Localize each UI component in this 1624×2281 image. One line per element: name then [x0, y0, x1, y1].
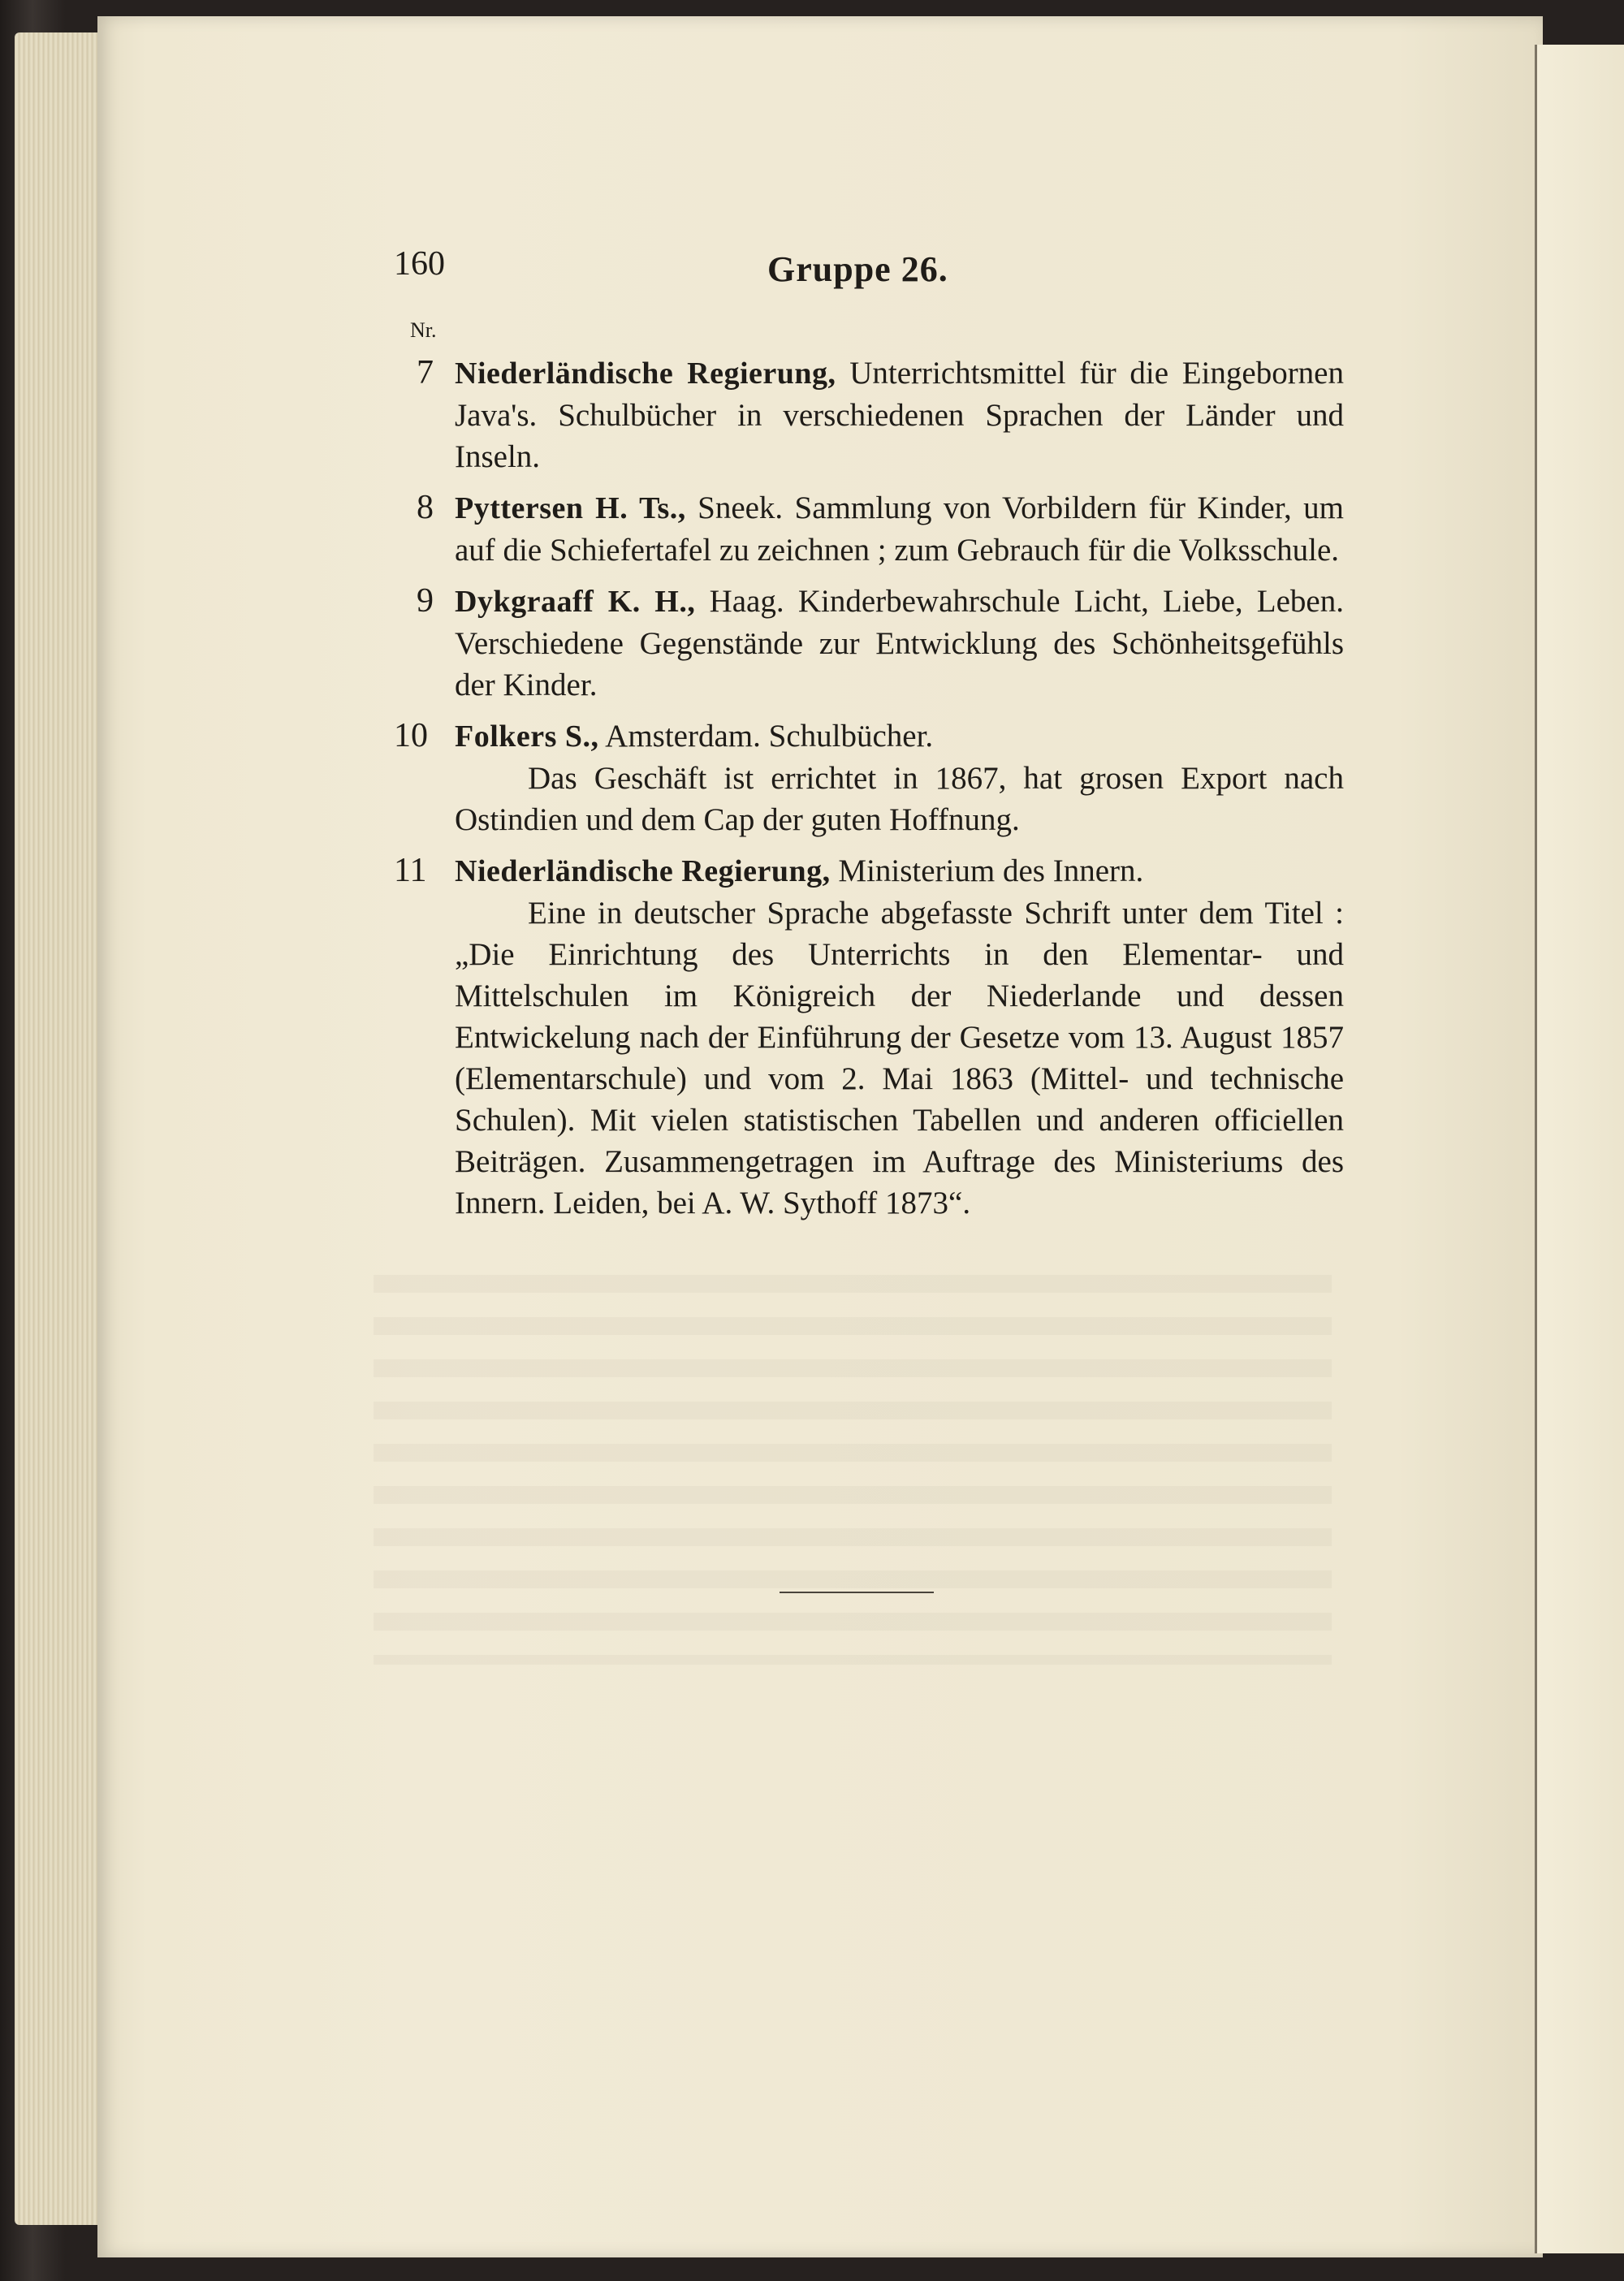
facing-page-edge	[1535, 45, 1624, 2253]
page-number: 160	[394, 245, 445, 283]
entry-description: Ministerium des Innern.	[838, 853, 1144, 888]
page-content	[394, 244, 1344, 1224]
entry-note: Eine in deutscher Sprache abgefasste Schrift unter dem Titel : „Die Einrichtung des Unterrichts in den Elementar- und Mittelschulen im Königreich der Niederlande und dessen Entwickelung nach der Einführung der Gesetze vom 13. August 1857 (Elementarschule) und vom 2. Mai 1863 (Mittel- und technische Schulen). Mit vielen statistischen Tabellen und anderen officiellen Beiträgen. Zusammengetragen im Auftrage des Ministeriums des Innern. Leiden, bei A. W. Sythoff 1873“.	[455, 896, 1344, 1220]
running-head: Gruppe 26.	[767, 249, 948, 289]
exhibitor-name: Folkers S.,	[455, 719, 599, 754]
entry-9	[394, 581, 1344, 706]
entry-number: 9	[417, 582, 434, 620]
entry-7	[394, 352, 1344, 477]
entry-text-block	[455, 850, 1344, 892]
entry-10	[394, 715, 1344, 840]
exhibitor-name: Niederländische Regierung,	[455, 854, 831, 888]
entry-description: Amsterdam. Schulbücher.	[605, 719, 934, 754]
entry-11	[394, 850, 1344, 1224]
page-header	[394, 244, 1344, 300]
entry-8	[394, 487, 1344, 571]
show-through-text	[374, 1275, 1332, 1665]
entry-text-block	[455, 487, 1344, 571]
exhibitor-name: Dykgraaff K. H.,	[455, 585, 696, 619]
entry-number: 7	[417, 354, 434, 391]
entry-description: Sneek. Sammlung von Vorbildern für Kinder, um auf die Schiefertafel zu zeichnen ; zum Gebrauch für die Volksschule.	[455, 490, 1344, 568]
entry-number: 10	[394, 717, 428, 754]
entry-number: 8	[417, 489, 434, 526]
entry-number: 11	[394, 852, 427, 889]
left-page-stack	[15, 32, 108, 2225]
entry-note: Das Geschäft ist errichtet in 1867, hat grosen Export nach Ostindien und dem Cap der guten Hoffnung.	[455, 761, 1344, 837]
exhibitor-name: Niederländische Regierung,	[455, 356, 836, 391]
section-divider	[780, 1592, 934, 1593]
entry-description: Haag. Kinderbewahrschule Licht, Liebe, Leben. Verschiedene Gegenstände zur Entwicklung des Schönheitsgefühls der Kinder.	[455, 584, 1344, 702]
entry-text-block	[455, 581, 1344, 706]
entry-description: Unterrichtsmittel für die Eingebornen Java's. Schulbücher in verschiedenen Sprachen der Länder und Inseln.	[455, 356, 1344, 474]
entry-text-block	[455, 352, 1344, 477]
exhibitor-name: Pyttersen H. Ts.,	[455, 491, 686, 525]
entry-text-block	[455, 715, 1344, 758]
nr-label: Nr.	[410, 318, 437, 342]
